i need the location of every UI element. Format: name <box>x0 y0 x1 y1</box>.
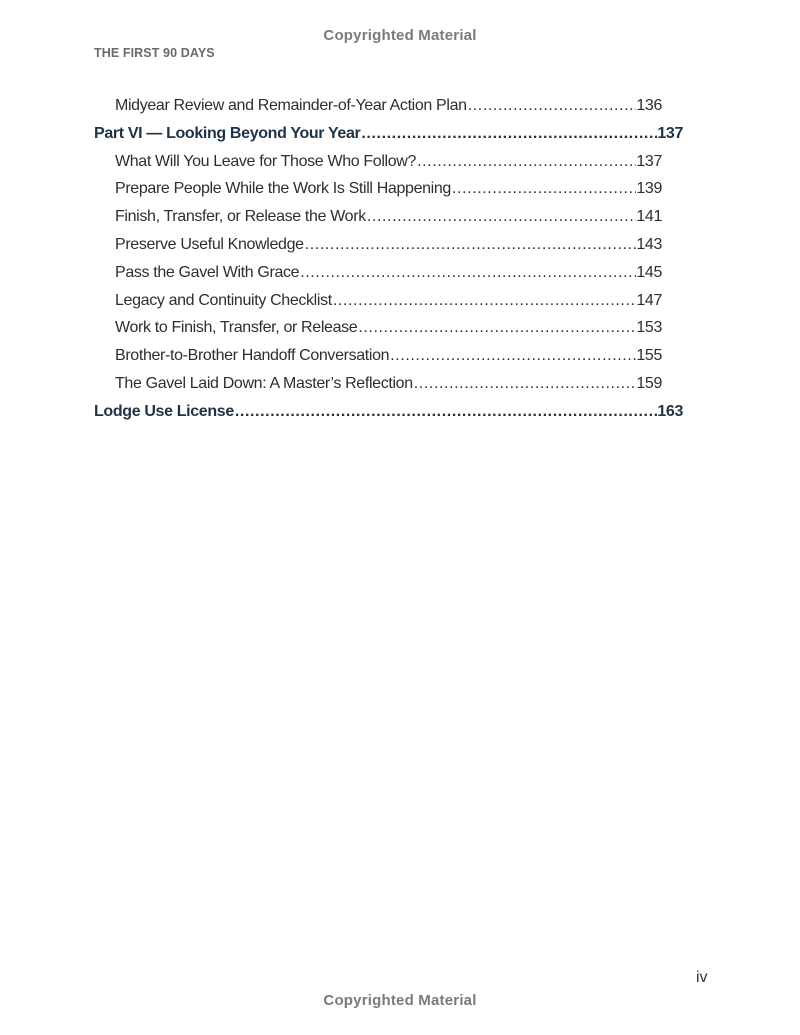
toc-entry-page: 137 <box>657 124 683 142</box>
toc-entry[interactable] <box>94 370 683 398</box>
toc-entry-page: 155 <box>636 347 662 365</box>
toc-leader-dots <box>416 148 636 176</box>
toc-entry[interactable] <box>94 148 683 176</box>
toc-entry[interactable] <box>94 203 683 231</box>
toc-entry[interactable] <box>94 259 683 287</box>
toc-entry[interactable] <box>94 342 683 370</box>
toc-entry-title: The Gavel Laid Down: A Master’s Reflection <box>115 374 413 392</box>
toc-leader-dots <box>366 203 636 231</box>
toc-part-heading[interactable] <box>94 398 683 426</box>
toc-entry-title: Lodge Use License <box>94 402 234 420</box>
toc-leader-dots <box>332 287 637 315</box>
toc-entry-title: Legacy and Continuity Checklist <box>115 291 332 309</box>
toc-entry-title: Preserve Useful Knowledge <box>115 235 304 253</box>
toc-leader-dots <box>451 175 636 203</box>
toc-entry-page: 163 <box>657 402 683 420</box>
toc-leader-dots <box>360 120 657 148</box>
toc-leader-dots <box>234 398 657 426</box>
toc-entry-title: Part VI — Looking Beyond Your Year <box>94 124 361 142</box>
running-header: THE FIRST 90 DAYS <box>94 46 215 60</box>
page-number: iv <box>696 969 708 986</box>
toc-leader-dots <box>299 259 636 287</box>
toc-leader-dots <box>389 342 636 370</box>
toc-leader-dots <box>413 370 637 398</box>
toc-entry-title: Midyear Review and Remainder-of-Year Action Plan <box>115 97 467 114</box>
toc-leader-dots <box>467 92 637 120</box>
toc-leader-dots <box>304 231 637 259</box>
table-of-contents <box>94 92 683 426</box>
toc-entry-title: Brother-to-Brother Handoff Conversation <box>115 347 390 365</box>
toc-entry[interactable] <box>94 175 683 203</box>
toc-entry[interactable] <box>94 287 683 315</box>
toc-entry-title: Work to Finish, Transfer, or Release <box>115 319 358 337</box>
toc-entry-title: Finish, Transfer, or Release the Work <box>115 208 366 226</box>
toc-entry-page: 136 <box>636 97 662 114</box>
toc-entry[interactable] <box>94 231 683 259</box>
toc-entry-title: Prepare People While the Work Is Still Happening <box>115 180 451 198</box>
toc-leader-dots <box>357 314 636 342</box>
toc-entry-page: 137 <box>636 152 662 170</box>
toc-entry-page: 159 <box>636 374 662 392</box>
toc-entry-page: 139 <box>636 180 662 198</box>
copyright-watermark-bottom: Copyrighted Material <box>323 992 477 1009</box>
toc-entry[interactable] <box>94 92 683 120</box>
toc-entry-page: 143 <box>636 235 662 253</box>
toc-entry-title: What Will You Leave for Those Who Follow? <box>115 152 417 170</box>
toc-entry-page: 153 <box>636 319 662 337</box>
copyright-watermark-top: Copyrighted Material <box>323 27 477 44</box>
toc-entry-page: 147 <box>636 291 662 309</box>
toc-entry-title: Pass the Gavel With Grace <box>115 263 300 281</box>
toc-part-heading[interactable] <box>94 120 683 148</box>
toc-entry-page: 141 <box>636 208 662 226</box>
toc-entry[interactable] <box>94 314 683 342</box>
toc-entry-page: 145 <box>636 263 662 281</box>
